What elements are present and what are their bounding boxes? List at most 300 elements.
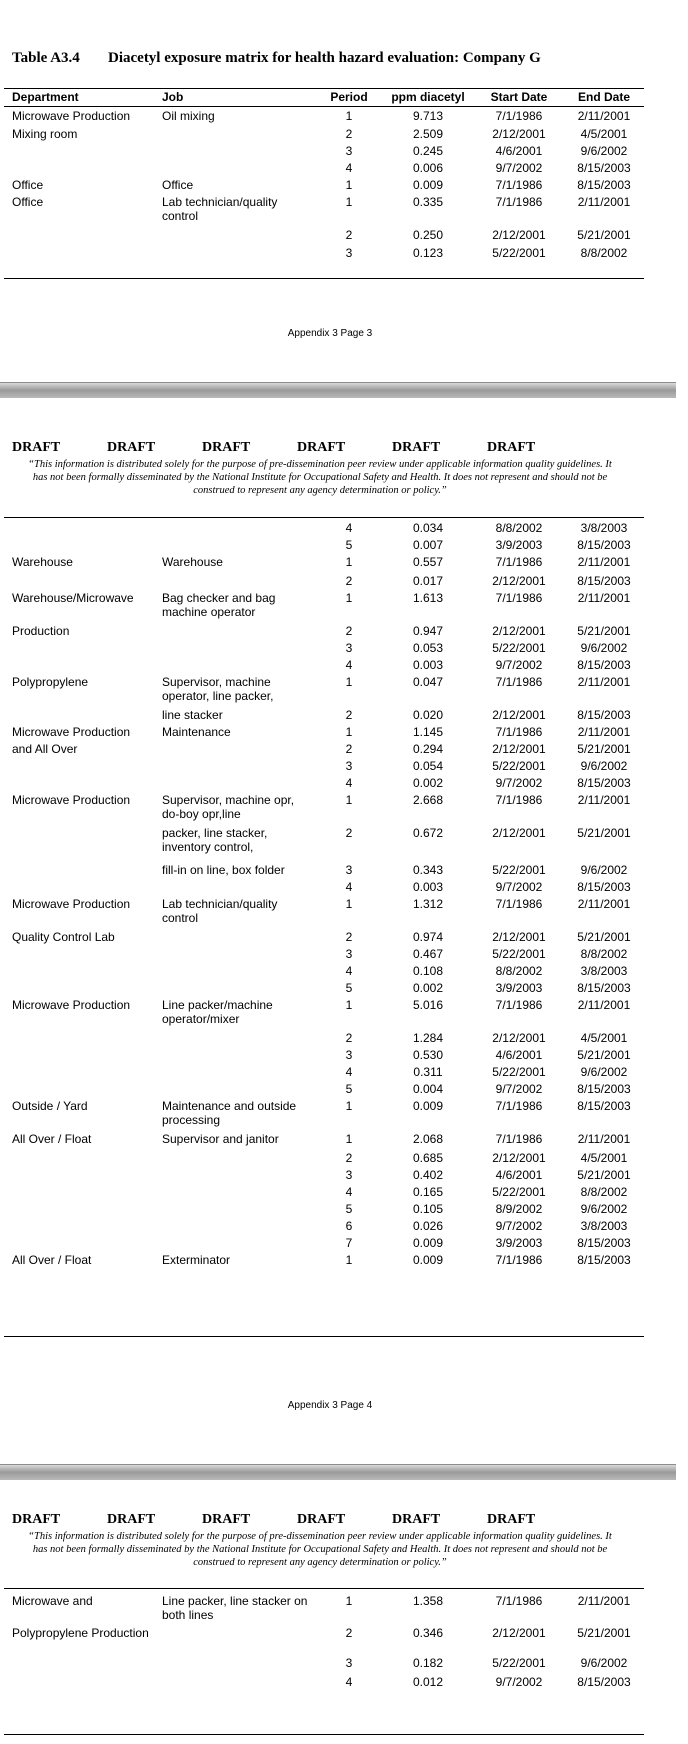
table-bottom-rule (4, 278, 644, 279)
cell-department: Polypropylene (12, 675, 89, 689)
cell-ppm-diacetyl: 0.685 (412, 1151, 444, 1165)
table-row (0, 624, 688, 641)
cell-end-date: 5/21/2001 (577, 624, 631, 638)
cell-period: 1 (345, 1594, 353, 1608)
cell-end-date: 8/15/2003 (577, 1675, 631, 1689)
cell-start-date: 4/6/2001 (495, 1048, 543, 1062)
cell-start-date: 7/1/1986 (495, 195, 543, 209)
table-row (0, 1065, 688, 1082)
page-footer: Appendix 3 Page 3 (287, 328, 373, 339)
table-row (0, 964, 688, 981)
table-row (0, 1099, 688, 1132)
cell-ppm-diacetyl: 1.613 (412, 591, 444, 605)
cell-ppm-diacetyl: 2.668 (412, 793, 444, 807)
cell-start-date: 5/22/2001 (492, 947, 546, 961)
cell-period: 4 (345, 776, 353, 790)
cell-end-date: 5/21/2001 (577, 826, 631, 840)
cell-job: fill-in on line, box folder (162, 863, 285, 877)
col-header-ppm: ppm diacetyl (391, 90, 465, 104)
cell-period: 2 (345, 127, 353, 141)
cell-end-date: 3/8/2003 (580, 521, 628, 535)
table-bottom-rule (4, 1336, 644, 1337)
cell-start-date: 7/1/1986 (495, 178, 543, 192)
cell-end-date: 5/21/2001 (577, 742, 631, 756)
table-row (0, 641, 688, 658)
cell-ppm-diacetyl: 0.105 (412, 1202, 444, 1216)
cell-period: 1 (345, 998, 353, 1012)
cell-period: 4 (345, 658, 353, 672)
cell-period: 1 (345, 195, 353, 209)
cell-start-date: 7/1/1986 (495, 555, 543, 569)
cell-ppm-diacetyl: 0.007 (412, 538, 444, 552)
table-bottom-rule (4, 1734, 644, 1735)
cell-ppm-diacetyl: 0.672 (412, 826, 444, 840)
cell-job: Exterminator (162, 1253, 231, 1267)
cell-end-date: 8/15/2003 (577, 1099, 631, 1113)
cell-department: Microwave Production (12, 998, 131, 1012)
table-row (0, 793, 688, 826)
cell-job: Supervisor, machine operator, line packer, (162, 675, 274, 703)
cell-period: 3 (345, 246, 353, 260)
cell-start-date: 5/22/2001 (492, 1065, 546, 1079)
table-row (0, 1675, 688, 1692)
cell-start-date: 8/8/2002 (495, 521, 543, 535)
cell-period: 1 (345, 109, 353, 123)
cell-department: Quality Control Lab (12, 930, 115, 944)
page-appendix-3-5 (0, 1480, 688, 1744)
table-row (0, 555, 688, 574)
cell-start-date: 9/7/2002 (495, 161, 543, 175)
cell-end-date: 9/6/2002 (580, 1202, 628, 1216)
cell-period: 3 (345, 144, 353, 158)
cell-ppm-diacetyl: 0.054 (412, 759, 444, 773)
cell-start-date: 7/1/1986 (495, 1099, 543, 1113)
cell-start-date: 4/6/2001 (495, 1168, 543, 1182)
cell-start-date: 7/1/1986 (495, 1132, 543, 1146)
cell-end-date: 8/15/2003 (577, 981, 631, 995)
cell-end-date: 3/8/2003 (580, 964, 628, 978)
cell-period: 4 (345, 521, 353, 535)
col-header-end-date: End Date (577, 90, 630, 104)
table-number: Table A3.4 (12, 50, 80, 66)
cell-start-date: 5/22/2001 (492, 246, 546, 260)
cell-end-date: 9/6/2002 (580, 144, 628, 158)
cell-department: Microwave Production (12, 725, 131, 739)
cell-period: 1 (345, 555, 353, 569)
cell-end-date: 8/15/2003 (577, 538, 631, 552)
cell-department: and All Over (12, 742, 78, 756)
cell-ppm-diacetyl: 0.974 (412, 930, 444, 944)
cell-ppm-diacetyl: 0.004 (412, 1082, 444, 1096)
cell-end-date: 5/21/2001 (577, 930, 631, 944)
cell-ppm-diacetyl: 0.182 (412, 1656, 444, 1670)
cell-ppm-diacetyl: 0.053 (412, 641, 444, 655)
cell-end-date: 2/11/2001 (577, 591, 631, 605)
cell-end-date: 5/21/2001 (577, 1048, 631, 1062)
cell-start-date: 8/8/2002 (495, 964, 543, 978)
draft-label: DRAFT (12, 1512, 61, 1527)
table-body-page3 (0, 109, 688, 263)
cell-end-date: 8/8/2002 (580, 246, 628, 260)
cell-end-date: 8/15/2003 (577, 776, 631, 790)
cell-period: 1 (345, 793, 353, 807)
cell-department: Microwave and (12, 1594, 93, 1608)
table-row (0, 178, 688, 195)
cell-period: 6 (345, 1219, 353, 1233)
table-body-page4 (0, 521, 688, 1270)
cell-ppm-diacetyl: 0.335 (412, 195, 444, 209)
cell-ppm-diacetyl: 0.123 (412, 246, 444, 260)
table-body-page5 (0, 1594, 688, 1692)
cell-ppm-diacetyl: 0.402 (412, 1168, 444, 1182)
table-row (0, 897, 688, 930)
draft-banner (0, 440, 688, 496)
table-top-rule (4, 1588, 644, 1589)
cell-period: 2 (345, 930, 353, 944)
draft-label: DRAFT (487, 1512, 536, 1527)
cell-start-date: 7/1/1986 (495, 793, 543, 807)
cell-job: Office (162, 178, 194, 192)
cell-period: 4 (345, 1065, 353, 1079)
cell-ppm-diacetyl: 0.467 (412, 947, 444, 961)
cell-period: 3 (345, 863, 353, 877)
cell-end-date: 8/15/2003 (577, 708, 631, 722)
cell-department: All Over / Float (12, 1253, 92, 1267)
cell-start-date: 2/12/2001 (492, 708, 546, 722)
cell-period: 2 (345, 826, 353, 840)
cell-ppm-diacetyl: 0.026 (412, 1219, 444, 1233)
cell-end-date: 2/11/2001 (577, 897, 631, 911)
table-row (0, 1151, 688, 1168)
disclaimer-text: “This information is distributed solely for the purpose of pre-dissemination peer review under applicable information quality guidelines. It has not been formally disseminated by the National Institute for Occupational Safety and Health. It does not represent and should not be construed to represent any agency determination or policy.” (28, 1531, 612, 1568)
cell-end-date: 8/15/2003 (577, 574, 631, 588)
cell-end-date: 2/11/2001 (577, 998, 631, 1012)
cell-start-date: 9/7/2002 (495, 1219, 543, 1233)
cell-start-date: 9/7/2002 (495, 880, 543, 894)
cell-start-date: 2/12/2001 (492, 574, 546, 588)
cell-end-date: 4/5/2001 (580, 127, 628, 141)
cell-period: 2 (345, 708, 353, 722)
draft-label: DRAFT (107, 1512, 156, 1527)
cell-start-date: 9/7/2002 (495, 658, 543, 672)
cell-department: Production (12, 624, 70, 638)
table-top-rule (4, 88, 644, 89)
page-footer: Appendix 3 Page 4 (287, 1400, 373, 1411)
cell-job: Maintenance and outside processing (162, 1099, 297, 1127)
cell-period: 2 (345, 742, 353, 756)
cell-ppm-diacetyl: 0.002 (412, 776, 444, 790)
cell-department: All Over / Float (12, 1132, 92, 1146)
cell-end-date: 2/11/2001 (577, 555, 631, 569)
cell-ppm-diacetyl: 0.006 (412, 161, 444, 175)
page-separator (0, 1464, 676, 1481)
cell-period: 1 (345, 675, 353, 689)
cell-job: Supervisor, machine opr, do-boy opr,line (162, 793, 295, 821)
cell-end-date: 3/8/2003 (580, 1219, 628, 1233)
cell-ppm-diacetyl: 2.068 (412, 1132, 444, 1146)
cell-ppm-diacetyl: 0.020 (412, 708, 444, 722)
cell-ppm-diacetyl: 0.530 (412, 1048, 444, 1062)
table-title (12, 50, 541, 67)
cell-end-date: 2/11/2001 (577, 1594, 631, 1608)
draft-label: DRAFT (107, 440, 156, 455)
cell-start-date: 8/9/2002 (495, 1202, 543, 1216)
table-top-rule (4, 517, 644, 518)
cell-start-date: 2/12/2001 (492, 742, 546, 756)
cell-end-date: 2/11/2001 (577, 675, 631, 689)
draft-label: DRAFT (202, 1512, 251, 1527)
cell-ppm-diacetyl: 0.294 (412, 742, 444, 756)
cell-period: 5 (345, 1082, 353, 1096)
cell-start-date: 9/7/2002 (495, 1082, 543, 1096)
table-row (0, 246, 688, 263)
cell-period: 5 (345, 538, 353, 552)
col-header-start-date: Start Date (490, 90, 548, 104)
cell-ppm-diacetyl: 1.312 (412, 897, 444, 911)
cell-start-date: 7/1/1986 (495, 591, 543, 605)
cell-end-date: 4/5/2001 (580, 1151, 628, 1165)
cell-end-date: 9/6/2002 (580, 641, 628, 655)
cell-period: 3 (345, 1656, 353, 1670)
table-row (0, 228, 688, 246)
header-bottom-rule (4, 106, 644, 107)
cell-ppm-diacetyl: 0.250 (412, 228, 444, 242)
cell-period: 2 (345, 624, 353, 638)
cell-job: packer, line stacker, inventory control, (162, 826, 268, 854)
cell-period: 2 (345, 574, 353, 588)
cell-job: Lab technician/quality control (162, 195, 278, 223)
table-header-row (0, 90, 688, 106)
table-row (0, 1594, 688, 1626)
cell-job: Line packer/machine operator/mixer (162, 998, 273, 1026)
draft-label: DRAFT (487, 440, 536, 455)
cell-ppm-diacetyl: 2.509 (412, 127, 444, 141)
cell-ppm-diacetyl: 0.009 (412, 1099, 444, 1113)
cell-start-date: 5/22/2001 (492, 641, 546, 655)
table-row (0, 776, 688, 793)
cell-period: 1 (345, 178, 353, 192)
table-row (0, 863, 688, 880)
cell-ppm-diacetyl: 0.003 (412, 880, 444, 894)
cell-start-date: 3/9/2003 (495, 1236, 543, 1250)
table-row (0, 675, 688, 708)
cell-period: 2 (345, 1031, 353, 1045)
cell-start-date: 2/12/2001 (492, 624, 546, 638)
cell-start-date: 2/12/2001 (492, 930, 546, 944)
table-row (0, 1168, 688, 1185)
cell-period: 3 (345, 1048, 353, 1062)
cell-job: Maintenance (162, 725, 231, 739)
table-row (0, 161, 688, 178)
cell-department: Polypropylene Production (12, 1626, 149, 1640)
cell-period: 3 (345, 1168, 353, 1182)
cell-ppm-diacetyl: 0.047 (412, 675, 444, 689)
cell-end-date: 5/21/2001 (577, 1626, 631, 1640)
cell-end-date: 8/15/2003 (577, 1236, 631, 1250)
draft-label: DRAFT (297, 1512, 346, 1527)
page-appendix-3-4 (0, 398, 688, 1464)
cell-job: Bag checker and bag machine operator (162, 591, 276, 619)
cell-ppm-diacetyl: 0.009 (412, 178, 444, 192)
cell-end-date: 8/15/2003 (577, 880, 631, 894)
cell-department: Mixing room (12, 127, 78, 141)
table-row (0, 658, 688, 675)
cell-period: 3 (345, 947, 353, 961)
cell-start-date: 5/22/2001 (492, 863, 546, 877)
table-row (0, 574, 688, 591)
cell-period: 1 (345, 591, 353, 605)
cell-ppm-diacetyl: 0.009 (412, 1236, 444, 1250)
cell-ppm-diacetyl: 0.343 (412, 863, 444, 877)
cell-ppm-diacetyl: 5.016 (412, 998, 444, 1012)
draft-banner (0, 1512, 688, 1568)
cell-start-date: 2/12/2001 (492, 1151, 546, 1165)
table-row (0, 521, 688, 538)
cell-end-date: 8/8/2002 (580, 947, 628, 961)
cell-start-date: 9/7/2002 (495, 776, 543, 790)
table-row (0, 725, 688, 742)
table-row (0, 1048, 688, 1065)
cell-end-date: 9/6/2002 (580, 1065, 628, 1079)
cell-period: 1 (345, 897, 353, 911)
table-row (0, 1656, 688, 1675)
cell-period: 4 (345, 964, 353, 978)
table-row (0, 1185, 688, 1202)
cell-start-date: 7/1/1986 (495, 1253, 543, 1267)
cell-end-date: 2/11/2001 (577, 109, 631, 123)
draft-label: DRAFT (392, 1512, 441, 1527)
cell-start-date: 2/12/2001 (492, 826, 546, 840)
cell-period: 2 (345, 1151, 353, 1165)
cell-end-date: 8/15/2003 (577, 658, 631, 672)
page-separator (0, 382, 676, 399)
draft-watermark-row (0, 1512, 688, 1530)
table-row (0, 742, 688, 759)
cell-period: 3 (345, 759, 353, 773)
cell-ppm-diacetyl: 1.145 (412, 725, 444, 739)
cell-period: 5 (345, 1202, 353, 1216)
cell-start-date: 7/1/1986 (495, 998, 543, 1012)
cell-period: 2 (345, 228, 353, 242)
draft-label: DRAFT (202, 440, 251, 455)
table-row (0, 998, 688, 1031)
cell-period: 4 (345, 1185, 353, 1199)
cell-start-date: 7/1/1986 (495, 1594, 543, 1608)
cell-period: 3 (345, 641, 353, 655)
draft-watermark-row (0, 440, 688, 458)
cell-period: 7 (345, 1236, 353, 1250)
cell-start-date: 2/12/2001 (492, 228, 546, 242)
table-row (0, 880, 688, 897)
cell-period: 4 (345, 1675, 353, 1689)
cell-ppm-diacetyl: 0.557 (412, 555, 444, 569)
cell-period: 1 (345, 725, 353, 739)
cell-end-date: 5/21/2001 (577, 228, 631, 242)
cell-start-date: 4/6/2001 (495, 144, 543, 158)
cell-ppm-diacetyl: 0.311 (413, 1065, 443, 1079)
cell-ppm-diacetyl: 0.017 (412, 574, 444, 588)
cell-start-date: 7/1/1986 (495, 725, 543, 739)
cell-ppm-diacetyl: 0.003 (412, 658, 444, 672)
cell-end-date: 2/11/2001 (577, 793, 631, 807)
cell-ppm-diacetyl: 0.012 (412, 1675, 444, 1689)
cell-end-date: 8/15/2003 (577, 1253, 631, 1267)
cell-ppm-diacetyl: 0.009 (412, 1253, 444, 1267)
cell-end-date: 8/15/2003 (577, 161, 631, 175)
cell-end-date: 2/11/2001 (577, 195, 631, 209)
cell-end-date: 8/8/2002 (580, 1185, 628, 1199)
cell-ppm-diacetyl: 1.358 (412, 1594, 444, 1608)
cell-ppm-diacetyl: 0.346 (412, 1626, 444, 1640)
cell-start-date: 2/12/2001 (492, 1626, 546, 1640)
table-row (0, 1626, 688, 1656)
cell-department: Office (12, 195, 44, 209)
table-row (0, 826, 688, 863)
cell-ppm-diacetyl: 0.245 (412, 144, 444, 158)
table-row (0, 708, 688, 725)
cell-start-date: 9/7/2002 (495, 1675, 543, 1689)
cell-period: 1 (345, 1132, 353, 1146)
cell-job: Line packer, line stacker on both lines (162, 1594, 308, 1622)
table-row (0, 1219, 688, 1236)
table-row (0, 144, 688, 161)
cell-period: 5 (345, 981, 353, 995)
cell-job: Supervisor and janitor (162, 1132, 279, 1146)
cell-end-date: 8/15/2003 (577, 178, 631, 192)
disclaimer-text: “This information is distributed solely for the purpose of pre-dissemination peer review under applicable information quality guidelines. It has not been formally disseminated by the National Institute for Occupational Safety and Health. It does not represent and should not be construed to represent any agency determination or policy.” (28, 459, 612, 496)
cell-ppm-diacetyl: 0.947 (412, 624, 444, 638)
cell-department: Microwave Production (12, 109, 131, 123)
cell-period: 1 (345, 1253, 353, 1267)
cell-department: Microwave Production (12, 793, 131, 807)
cell-end-date: 2/11/2001 (577, 1132, 631, 1146)
cell-ppm-diacetyl: 0.108 (412, 964, 444, 978)
table-row (0, 1132, 688, 1151)
cell-period: 4 (345, 880, 353, 894)
cell-job: Warehouse (162, 555, 223, 569)
cell-start-date: 7/1/1986 (495, 109, 543, 123)
table-row (0, 981, 688, 998)
table-row (0, 538, 688, 555)
table-row (0, 1253, 688, 1270)
cell-period: 2 (345, 1626, 353, 1640)
cell-department: Microwave Production (12, 897, 131, 911)
cell-start-date: 2/12/2001 (492, 1031, 546, 1045)
table-row (0, 1202, 688, 1219)
col-header-period: Period (330, 90, 368, 104)
cell-start-date: 5/22/2001 (492, 1656, 546, 1670)
cell-period: 4 (345, 161, 353, 175)
table-title-text: Diacetyl exposure matrix for health hazard evaluation: Company G (108, 50, 541, 66)
table-row (0, 947, 688, 964)
cell-start-date: 5/22/2001 (492, 1185, 546, 1199)
cell-end-date: 9/6/2002 (580, 759, 628, 773)
cell-start-date: 7/1/1986 (495, 897, 543, 911)
cell-job: Lab technician/quality control (162, 897, 278, 925)
cell-department: Office (12, 178, 44, 192)
cell-department: Warehouse/Microwave (12, 591, 134, 605)
table-header-container (0, 90, 688, 106)
table-row (0, 1236, 688, 1253)
cell-end-date: 9/6/2002 (580, 863, 628, 877)
cell-ppm-diacetyl: 0.034 (412, 521, 444, 535)
table-row (0, 930, 688, 947)
cell-ppm-diacetyl: 1.284 (412, 1031, 444, 1045)
page-appendix-3-3 (0, 0, 688, 382)
table-row (0, 127, 688, 144)
cell-start-date: 2/12/2001 (492, 127, 546, 141)
cell-ppm-diacetyl: 0.002 (412, 981, 444, 995)
